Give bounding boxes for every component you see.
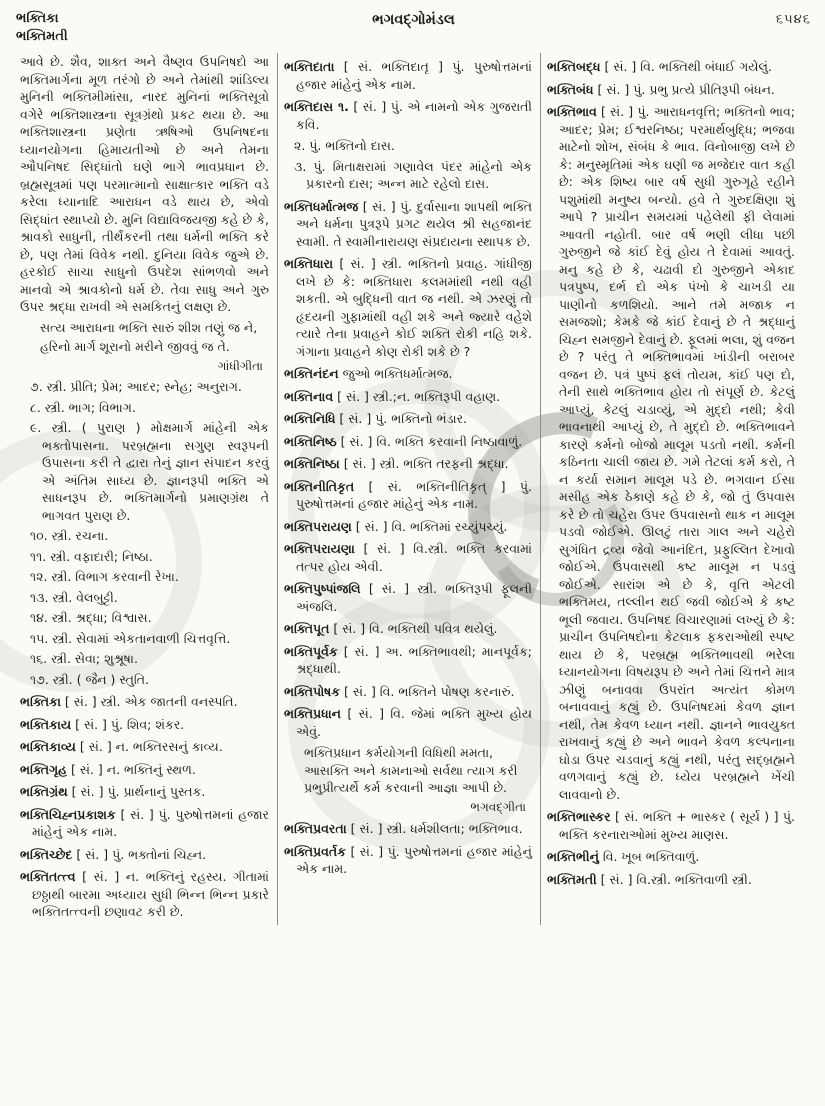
headword: ભક્તિનાવ [284, 388, 334, 404]
dictionary-entry: ભક્તિગૃહ [ સં. ] ન. ભક્તિનું સ્થળ. [20, 761, 196, 777]
guide-words [16, 10, 266, 45]
sense-item: ૮. સ્ત્રી. ભાગ; વિભાગ. [30, 399, 136, 415]
headword: ભક્તિચિહ્નપ્રકાશક [20, 806, 116, 822]
headword: ભક્તિનિધિ [284, 411, 336, 427]
dictionary-entry: ભક્તિપ્રવર્તક [ સં. ] પું. પુરુષોત્તમનાં હજાર માંહેનું એક નામ. [284, 843, 532, 877]
dictionary-entry: ભક્તિનંદન જુઓ ભક્તિધર્માત્મજ. [284, 366, 453, 382]
guide-word-bottom: ભક્તિમતી [16, 28, 68, 44]
headword: ભક્તિધર્માત્મજ [284, 198, 359, 214]
sense-item: ૧૧. સ્ત્રી. વફાદારી; નિષ્ઠા. [30, 548, 153, 564]
verse-attribution: ગાંધીગીતા [217, 358, 263, 373]
headword: ભક્તિકા [20, 694, 61, 710]
headword: ભક્તિભીનું [547, 849, 599, 865]
headword: ભક્તિપ્રવરતા [284, 821, 347, 837]
dictionary-entry: ભક્તિપરાયણ [ સં. ] વિ. ભક્તિમાં રચ્યુંપચ્યું. [284, 518, 508, 534]
headword: ભક્તિભાસ્કર [547, 809, 611, 825]
headword: ભક્તિધારા [284, 256, 334, 272]
headword: ભક્તિનિષ્ઠા [284, 456, 340, 472]
dictionary-entry: ભક્તિનીતિકૃત [ સં. ભક્તિનીતિકૃત્ ] પું. પુરુષોત્તમનાં હજાર માંહેનું એક નામ. [284, 478, 532, 512]
headword: ભક્તિપ્રધાન [284, 706, 341, 722]
headword: ભક્તિભાવ [547, 104, 597, 120]
dictionary-entry: ભક્તિપોષક [ સં. ] વિ. ભક્તિને પોષણ કરનારું. [284, 683, 515, 699]
dictionary-entry: ભક્તિચિહ્નપ્રકાશક [ સં. ] પું. પુરુષોત્તમનાં હજાર માંહેનું એક નામ. [20, 806, 269, 840]
column-1 [14, 53, 277, 925]
headword: ભક્તિગૃહ [20, 761, 68, 777]
dictionary-entry: ભક્તિકાય [ સં. ] પું. શિવ; શંકર. [20, 716, 185, 732]
dictionary-entry: ભક્તિમતી [ સં. ] વિ.સ્ત્રી. ભક્તિવાળી સ્ત્રી. [547, 871, 752, 887]
dictionary-entry: ભક્તિધર્માત્મજ [ સં. ] પું. દુર્વાસાના શાપથી ભક્તિ અને ધર્મના પુત્રરૂપે પ્રગટ થયેલ શ્રી સહજાનંદ સ્વામી. તે સ્વામીનારાયણ સંપ્રદાયના સ્થાપક છે. [284, 198, 532, 249]
headword: ભક્તિગ્રંથ [20, 784, 68, 800]
dictionary-entry: ભક્તિપ્રવરતા [ સં. ] સ્ત્રી. ધર્મશીલતા; ભક્તિભાવ. [284, 821, 523, 837]
dictionary-entry: ભક્તિકાવ્ય [ સં. ] ન. ભક્તિરસનું કાવ્ય. [20, 739, 223, 755]
dictionary-entry: ભક્તિબંધ [ સં. ] પું. પ્રભુ પ્રત્યે પ્રીતિરૂપી બંધન. [547, 81, 775, 97]
column-2 [277, 53, 540, 925]
dictionary-entry: ભક્તિપરાયણા [ સં. ] વિ.સ્ત્રી. ભક્તિ કરવામાં તત્પર હોય એવી. [284, 541, 532, 574]
sense-item: ૯. સ્ત્રી. ( પુરાણ ) મોક્ષમાર્ગ માંહેની એક ભક્તોપાસના. પરબ્રહ્મના સગુણ સ્વરૂપની ઉપાસના કરી તે દ્વારા તેનું જ્ઞાન સંપાદન કરવું એ અંતિમ સાધ્ય છે. જ્ઞાનરૂપી ભક્તિ એ સાધનરૂપ છે. ભક્તિમાર્ગનો પ્રમાણગ્રંથ તે ભાગવત પુરાણ છે. [30, 420, 269, 523]
headword: ભક્તિબંધ [547, 81, 594, 97]
dictionary-entry: ભક્તિનિષ્ઠ [ સં. ] વિ. ભક્તિ કરવાની નિષ્ઠાવાળું. [284, 433, 523, 449]
dictionary-entry: ભક્તિપ્રધાન [ સં. ] વિ. જેમાં ભક્તિ મુખ્ય હોય એવું. [284, 706, 532, 739]
sense-item: ૧૪. સ્ત્રી. શ્રદ્ધા; વિશ્વાસ. [30, 610, 152, 626]
dictionary-entry: ભક્તિપૂત [ સં. ] વિ. ભક્તિથી પવિત્ર થયેલું. [284, 621, 498, 637]
headword: ભક્તિદાતા [284, 59, 335, 75]
dictionary-entry: ભક્તિકા [ સં. ] સ્ત્રી. એક જાતની વનસ્પતિ. [20, 694, 238, 710]
dictionary-entry: ભક્તિબદ્ધ [ સં. ] વિ. ભક્તિથી બંધાઈ ગયેલું. [547, 59, 772, 75]
sense-item: ૩. પું. મિતાક્ષરામાં ગણાવેલ પંદર માંહેનો એક પ્રકારનો દાસ; અન્ન માટે રહેલો દાસ. [294, 158, 532, 192]
page-header [16, 10, 811, 45]
headword: ભક્તિનંદન [284, 366, 339, 382]
sense-item: ૧૬. સ્ત્રી. સેવા; શુશ્રૂષા. [30, 651, 138, 667]
headword: ભક્તિનિષ્ઠ [284, 433, 337, 449]
guide-word-top: ભક્તિકા [16, 11, 59, 26]
headword: ભક્તિપુષ્પાંજલિ [284, 581, 361, 597]
dictionary-entry: ભક્તિભાસ્કર [ સં. ભક્તિ + ભાસ્કર ( સૂર્ય ) ] પું. ભક્તિ કરનારાઓમાં મુખ્ય માણસ. [547, 809, 795, 842]
sense-item: ૧૫. સ્ત્રી. સેવામાં એકતાનવાળી ચિત્તવૃત્તિ. [30, 630, 231, 646]
headword: ભક્તિપરાયણા [284, 541, 355, 557]
headword: ભક્તિદાસ ૧. [284, 99, 349, 115]
sense-item: ૧૩. સ્ત્રી. વેલબુટ્ટી. [30, 589, 118, 605]
verse-line: હરિનો માર્ગ શૂરાનો મરીને જીવવું જ તે. [40, 339, 230, 355]
verse-line: સત્ય આરાધના ભક્તિ સારું શીશ તણું જ ને, [40, 319, 258, 335]
verse-attribution: ભગવદ્ગીતા [470, 799, 526, 814]
page-number: ૬૫૪૬ [775, 12, 811, 27]
dictionary-entry: ભક્તિનાવ [ સં. ] સ્ત્રી.;ન. ભક્તિરૂપી વહાણ. [284, 388, 501, 404]
text-columns [14, 53, 813, 925]
dictionary-entry: ભક્તિભીનું વિ. ખૂબ ભક્તિવાળું. [547, 849, 700, 865]
headword: ભક્તિકાવ્ય [20, 739, 76, 755]
dictionary-entry: ભક્તિનિષ્ઠા [ સં. ] સ્ત્રી. ભક્તિ તરફની શ્રદ્ધા. [284, 456, 509, 472]
sense-item: ૧૨. સ્ત્રી. વિભાગ કરવાની રેખા. [30, 569, 179, 585]
sense-item: ૭. સ્ત્રી. પ્રીતિ; પ્રેમ; આદર; સ્નેહ; અનુરાગ. [30, 379, 242, 395]
dictionary-entry: ભક્તિચ્છેદ [ સં. ] પું. ભક્તોનાં ચિહ્ન. [20, 846, 207, 862]
verse-line: ભક્તિપ્રધાન કર્મયોગની વિધિથી મમતા, આસક્તિ અને કામનાઓ સર્વથા ત્યાગ કરી પ્રભુપ્રીત્યર્થે કર્મ કરવાની આજ્ઞા આપી છે. [304, 745, 518, 796]
headword: ભક્તિકાય [20, 716, 72, 732]
dictionary-entry: ભક્તિધારા [ સં. ] સ્ત્રી. ભક્તિનો પ્રવાહ. ગાંધીજી લખે છે કે: ભક્તિધારા કલમમાંથી નથી વહી શકતી. એ બુદ્ધિની વાત જ નથી. એ ઝરણું તો હૃદયની ગુફામાંથી વહી શકે અને જ્યારે વહેશે ત્યારે તેના પ્રવાહને કોઈ શક્તિ રોકી નહિ શકે. ગંગાના પ્રવાહને કોણ રોકી શકે છે ? [284, 256, 532, 359]
headword: ભક્તિચ્છેદ [20, 846, 73, 862]
dictionary-entry: ભક્તિદાસ ૧. [ સં. ] પું. એ નામનો એક ગુજરાતી કવિ. [284, 99, 533, 132]
dictionary-entry: ભક્તિગ્રંથ [ સં. ] પું. પ્રાર્થનાનું પુસ્તક. [20, 784, 206, 800]
dictionary-entry: ભક્તિભાવ [ સં. ] પું. આરાધનવૃત્તિ; ભક્તિનો ભાવ; આદર; પ્રેમ; ઈશ્વરનિષ્ઠા; પરમાર્થબુદ્ધિ; ભજવા માટેનો શોખ, સંબંધ કે ભાવ. વિનોબાજી લખે છે કે: મનુસ્મૃતિમાં એક ઘણી જ મજેદાર વાત કહી છે: એક શિષ્ય બાર વર્ષ સુધી ગુરુગૃહે રહીને પશુમાંથી મનુષ્ય બન્યો. હવે તે ગુરુદક્ષિણા શું આપે ? પ્રાચીન સમયમાં પહેલેથી ફી લેવામાં આવતી નહોતી. બાર વર્ષ ભણી લીધા પછી ગુરુજીને જે કાંઈ દેવું હોય તે દેવામાં આવતું. મનુ કહે છે કે, ચઢાવી દો ગુરુજીને એકાદ પત્રપુષ્પ, દર્ભ દો એક પંખો કે ચાખડી યા પાણીનો કળશિયો. આને તમે મજાક ન સમજશો; કેમકે જે કાંઈ દેવાનું છે તે શ્રદ્ધાનું ચિહ્ન સમજીને દેવાનું છે. ફૂલમાં ભલા, શું વજન છે ? પરંતુ તે ભક્તિભાવમાં ખાંડીની બરાબર વજન છે. પત્રં પુષ્પં ફલં તોયમ, કાંઈ પણ દો, તેની સાથે ભક્તિભાવ હોય તો સંપૂર્ણ છે. કેટલું આપ્યું, કેટલું ચડાવ્યું, એ મુદ્દો નથી; કેવી ભાવનાથી આપ્યું છે, તે મુદ્દો છે. ભક્તિભાવને કારણે કર્મનો બોજો માલૂમ પડતો નથી. કર્મની કઠિનતા ચાલી જાય છે. ગમે તેટલાં કર્મ કરો, તે ન કર્યા સમાન માલૂમ પડે છે. ભગવાન ઈસા મસીહ એક ઠેકાણે કહે છે કે, જો તું ઉપવાસ કરે છે તો ચહેરા ઉપર ઉપવાસનો થાક ન માલૂમ પડવો જોઈએ. ઊલટું તારા ગાલ અને ચહેરો સુગંધિત દ્રવ્ય જેવો આનંદિત, પ્રફુલ્લિત દેખાવો જોઈએ. ઉપવાસથી કષ્ટ માલૂમ ન પડવું જોઈએ. સારાંશ એ છે કે, વૃત્તિ એટલી ભક્તિમય, તલ્લીન થઈ જવી જોઈએ કે કષ્ટ ભૂલી જવાય. ઉપનિષદ વિચારણામાં લખ્યું છે કે: પ્રાચીન ઉપનિષદોના કેટલાક ફકરાઓથી સ્પષ્ટ થાય છે કે, પરબ્રહ્મ ભક્તિભાવથી ભરેલા ધ્યાનયોગના વિષયરૂપ છે અને તેમાં ચિત્તને માત્ર ઝીણું બનાવવા ઉપરાંત અત્યંત કોમળ બનાવવાનું કહ્યું છે. ઉપનિષદમાં કેવળ જ્ઞાન નથી, તેમ કેવળ ધ્યાન નથી. જ્ઞાનને ભાવયુક્ત રાખવાનું કહ્યું છે અને ભાવને કેવળ કલ્પનાના ઘોડા ઉપર ચડવાનું કહ્યું નથી, પરંતુ સદ્બ્રહ્મને વળગવાનું કહ્યું છે. ધ્યેય પરબ્રહ્મને ખેંચી લાવવાનો છે. [547, 104, 795, 802]
sense-item: ૧૭. સ્ત્રી. ( જૈન ) સ્તુતિ. [30, 671, 149, 687]
dictionary-entry: ભક્તિપુષ્પાંજલિ [ સં. ] સ્ત્રી. ભક્તિરૂપી ફૂલની અંજલિ. [284, 581, 532, 614]
headword: ભક્તિપૂત [284, 621, 330, 637]
paragraph: આવે છે. શૈવ, શાક્ત અને વૈષ્ણવ ઉપનિષદો આ ભક્તિમાર્ગના મૂળ તરંગો છે અને તેમાંથી શાંડિલ્ય મુનિની ભક્તિમીમાંસા, નારદ મુનિનાં ભક્તિસૂત્રો વગેરે ભક્તિશાસ્ત્રના સૂત્રગ્રંથો પ્રકટ થયા છે. આ ભક્તિશાસ્ત્રના પ્રણેતા ઋષિઓ ઉપનિષદના ધ્યાનયોગના હિમાયતીઓ છે અને તેમના ઔપનિષદ સિદ્ધાંતો ઘણે ભાગે ભાવપ્રધાન છે. બ્રહ્મસૂત્રમાં પણ પરમાત્માનો સાક્ષાત્કાર ભક્તિ વડે કરેલા ધ્યાનાદિ આરાધન વડે થાય છે, એવો સિદ્ધાંત સ્થાપ્યો છે. મુનિ વિદ્યાવિજયજી કહે છે કે, શ્રાવકો સાધુની, તીર્થંકરની તથા ધર્મની ભક્તિ કરે છે, પણ તેમાં વિવેક નથી. દુનિયા વિવેક જુએ છે. હરકોઈ સાચા સાધુનો ઉપદેશ સાંભળવો અને માનવો એ શ્રાવકોનો ધર્મ છે. તેવા સાધુ અને ગુરુ ઉપર શ્રદ્ધા રાખવી એ સમકિતનું લક્ષણ છે. [20, 54, 269, 315]
page-title: ભગવદ્ગોમંડલ [372, 12, 455, 28]
headword: ભક્તિબદ્ધ [547, 59, 601, 75]
headword: ભક્તિપૂર્વક [284, 643, 338, 659]
headword: ભક્તિપોષક [284, 683, 341, 699]
dictionary-entry: ભક્તિદાતા [ સં. ભક્તિદાતૃ ] પું. પુરુષોત્તમનાં હજાર માંહેનું એક નામ. [284, 59, 532, 92]
headword: ભક્તિપરાયણ [284, 518, 352, 534]
sense-item: ૧૦. સ્ત્રી. રચના. [30, 528, 109, 544]
sense-item: ૨. પું. ભક્તિનો દાસ. [294, 138, 395, 154]
headword: ભક્તિપ્રવર્તક [284, 843, 347, 859]
column-3 [540, 53, 803, 925]
headword: ભક્તિતત્ત્વ [20, 869, 76, 885]
dictionary-entry: ભક્તિતત્ત્વ [ સં. ] ન. ભક્તિનું રહસ્ય. ગીતામાં છઠ્ઠાથી બારમા અધ્યાય સુધી ભિન્ન ભિન્ન પ્રકારે ભક્તિતત્ત્વની છણાવટ કરી છે. [20, 869, 269, 920]
dictionary-entry: ભક્તિપૂર્વક [ સં. ] અ. ભક્તિભાવથી; માનપૂર્વક; શ્રદ્ધાથી. [284, 643, 532, 677]
dictionary-entry: ભક્તિનિધિ [ સં. ] પું. ભક્તિનો ભંડાર. [284, 411, 468, 427]
headword: ભક્તિનીતિકૃત [284, 478, 355, 494]
headword: ભક્તિમતી [547, 871, 597, 887]
